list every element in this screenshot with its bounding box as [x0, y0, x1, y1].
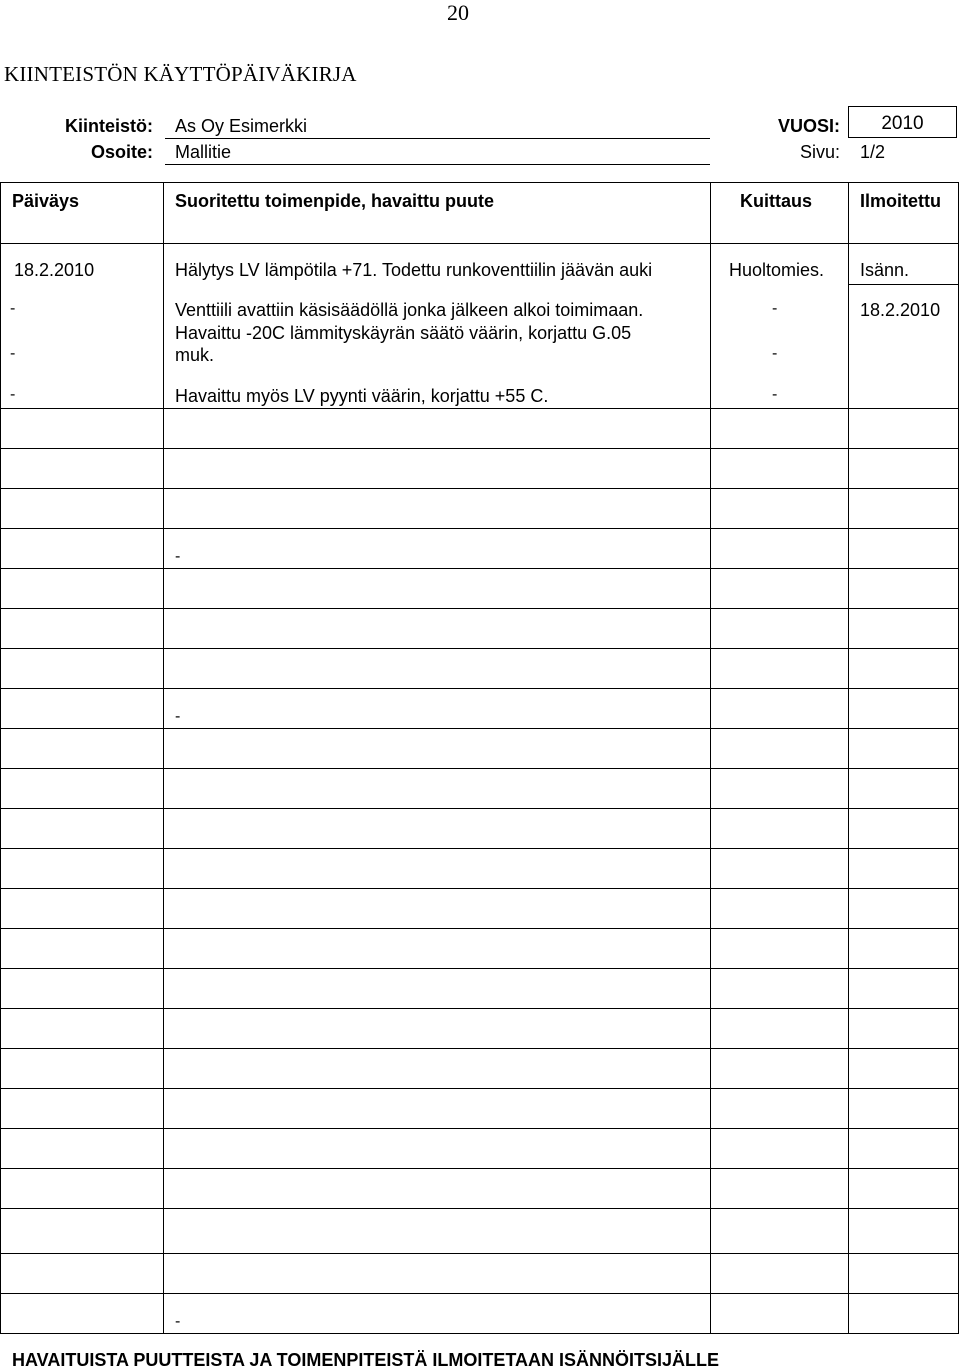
- table-border-left: [0, 182, 1, 1334]
- cell-ack: -: [772, 345, 778, 362]
- table-row-rule: [0, 1253, 959, 1254]
- table-row-rule: [0, 888, 959, 889]
- table-divider-ack: [848, 182, 849, 1334]
- table-header-rule: [0, 243, 959, 244]
- cell-date: 18.2.2010: [14, 260, 95, 280]
- table-row-rule: [0, 648, 959, 649]
- table-row-rule: [0, 968, 959, 969]
- table-row-rule: [0, 448, 959, 449]
- table-row-rule: [848, 284, 959, 285]
- cell-reported: 18.2.2010: [860, 300, 941, 320]
- table-row-rule: [0, 1088, 959, 1089]
- cell-action: Venttiili avattiin käsisäädöllä jonka jälkeen alkoi toimimaan.: [175, 300, 644, 320]
- header-reported: Ilmoitettu: [860, 191, 941, 211]
- table-border-right: [958, 182, 959, 1334]
- document-title: KIINTEISTÖN KÄYTTÖPÄIVÄKIRJA: [4, 62, 357, 86]
- table-border-bottom: [0, 1333, 959, 1334]
- table-divider-date: [163, 182, 164, 1334]
- table-row-rule: [0, 1048, 959, 1049]
- property-label: Kiinteistö:: [65, 116, 153, 136]
- page-value: 1/2: [860, 142, 886, 162]
- property-value: As Oy Esimerkki: [175, 116, 308, 136]
- page-number: 20: [447, 0, 469, 25]
- cell-action: Havaittu -20C lämmityskäyrän säätö väärin, korjattu G.05: [175, 323, 632, 343]
- table-row-rule: [0, 1008, 959, 1009]
- table-row-rule: [0, 768, 959, 769]
- footer-note: HAVAITUISTA PUUTTEISTA JA TOIMENPITEISTÄ ILMOITETAAN ISÄNNÖITSIJÄLLE: [12, 1350, 720, 1370]
- table-row-rule: [0, 408, 959, 409]
- header-date: Päiväys: [12, 191, 80, 211]
- table-row-rule: [0, 1293, 959, 1294]
- table-row-rule: [0, 568, 959, 569]
- table-row-rule: [0, 808, 959, 809]
- table-row-rule: [0, 688, 959, 689]
- header-ack: Kuittaus: [740, 191, 812, 211]
- cell-date: -: [10, 386, 16, 403]
- table-border-top: [0, 182, 959, 183]
- table-divider-action: [710, 182, 711, 1334]
- empty-row-mark: -: [175, 1313, 181, 1330]
- cell-action-continued: muk.: [175, 345, 215, 365]
- empty-row-mark: -: [175, 708, 181, 725]
- cell-date: -: [10, 300, 16, 317]
- address-value: Mallitie: [175, 142, 232, 162]
- cell-ack: Huoltomies.: [729, 260, 825, 280]
- table-row-rule: [0, 1168, 959, 1169]
- year-label: VUOSI:: [777, 116, 840, 136]
- cell-ack: -: [772, 300, 778, 317]
- cell-ack: -: [772, 386, 778, 403]
- table-row-rule: [0, 848, 959, 849]
- address-label: Osoite:: [90, 142, 153, 162]
- year-box: 2010: [848, 106, 957, 138]
- table-row-rule: [0, 608, 959, 609]
- empty-row-mark: -: [175, 548, 181, 565]
- cell-date: -: [10, 345, 16, 362]
- page-label: Sivu:: [799, 142, 840, 162]
- address-underline: [165, 164, 710, 165]
- property-underline: [165, 138, 710, 139]
- header-action: Suoritettu toimenpide, havaittu puute: [175, 191, 494, 211]
- cell-action: Hälytys LV lämpötila +71. Todettu runkoventtiilin jäävän auki: [175, 260, 653, 280]
- table-row-rule: [0, 528, 959, 529]
- table-row-rule: [0, 1208, 959, 1209]
- table-row-rule: [0, 1128, 959, 1129]
- table-row-rule: [0, 928, 959, 929]
- table-row-rule: [0, 488, 959, 489]
- cell-reported: Isänn.: [860, 260, 910, 280]
- cell-action: Havaittu myös LV pyynti väärin, korjattu +55 C.: [175, 386, 549, 406]
- table-row-rule: [0, 728, 959, 729]
